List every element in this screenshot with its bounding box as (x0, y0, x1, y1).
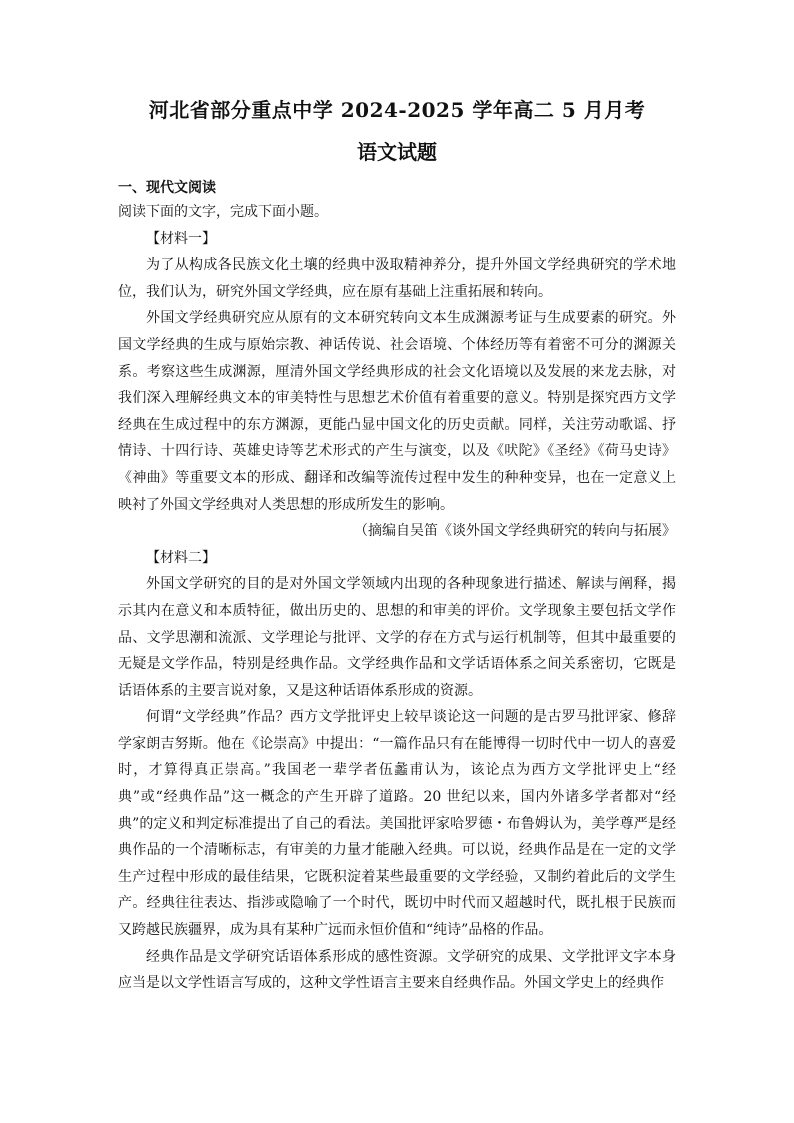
page-subtitle: 语文试题 (357, 140, 437, 164)
material-two-label: 【材料二】 (146, 549, 216, 566)
section-instruction: 阅读下面的文字，完成下面小题。 (118, 204, 328, 220)
material-one-paragraph-1: 为了从构成各民族文化土壤的经典中汲取精神养分，提升外国文学经典研究的学术地位，我们认为，研究外国文学经典，应在原有基础上注重拓展和转向。 (118, 257, 676, 300)
section-heading: 一、现代文阅读 (118, 180, 216, 196)
page-title: 河北省部分重点中学 2024-2025 学年高二 5 月月考 (148, 98, 646, 122)
material-one-label: 【材料一】 (146, 230, 216, 247)
material-one-source: （摘编自吴笛《谈外国文学经典研究的转向与拓展》 (354, 523, 676, 540)
material-one-paragraph-2: 外国文学经典研究应从原有的文本研究转向文本生成渊源考证与生成要素的研究。外国文学经典的生成与原始宗教、神话传说、社会语境、个体经历等有着密不可分的渊源关系。考察这些生成渊源，厘清外国文学经典形成的社会文化语境以及发展的来龙去脉，对我们深入理解经典文本的审美特性与思想艺术价值有着重要的意义。特别是探究西方文学经典在生成过程中的东方渊源，更能凸显中国文化的历史贡献。同样，关注劳动歌谣、抒情诗、十四行诗、英雄史诗等艺术形式的产生与演变，以及《吠陀》《圣经》《荷马史诗》《神曲》等重要文本的形成、翻译和改编等流传过程中发生的种种变异，也在一定意义上映衬了外国文学经典对人类思想的形成所发生的影响。 (118, 310, 676, 513)
material-two-paragraph-2: 何谓“文学经典”作品？西方文学批评史上较早谈论这一问题的是古罗马批评家、修辞学家朗吉努斯。他在《论崇高》中提出：“一篇作品只有在能博得一切时代中一切人的喜爱时，才算得真正崇高。”我国老一辈学者伍蠡甫认为，该论点为西方文学批评史上“经典”或“经典作品”这一概念的产生开辟了道路。20 世纪以来，国内外诸多学者都对“经典”的定义和判定标准提出了自己的看法。美国批评家哈罗德・布鲁姆认为，美学尊严是经典作品的一个清晰标志，有审美的力量才能融入经典。可以说，经典作品是在一定的文学生产过程中形成的最佳结果，它既积淀着某些最重要的文学经验，又制约着此后的文学生产。经典往往表达、指涉或隐喻了一个时代，既切中时代而又超越时代，既扎根于民族而又跨越民族疆界，成为具有某种广远而永恒价值和“纯诗”品格的作品。 (118, 709, 676, 939)
material-two-paragraph-3: 经典作品是文学研究话语体系形成的感性资源。文学研究的成果、文学批评文字本身应当是以文学性语言写成的，这种文学性语言主要来自经典作品。外国文学史上的经典作 (118, 948, 676, 992)
material-two-paragraph-1: 外国文学研究的目的是对外国文学领域内出现的各种现象进行描述、解读与阐释，揭示其内在意义和本质特征，做出历史的、思想的和审美的评价。文学现象主要包括文学作品、文学思潮和流派、文学理论与批评、文学的存在方式与运行机制等，但其中最重要的无疑是文学作品，特别是经典作品。文学经典作品和文学话语体系之间关系密切，它既是话语体系的主要言说对象，又是这种话语体系形成的资源。 (118, 576, 676, 699)
